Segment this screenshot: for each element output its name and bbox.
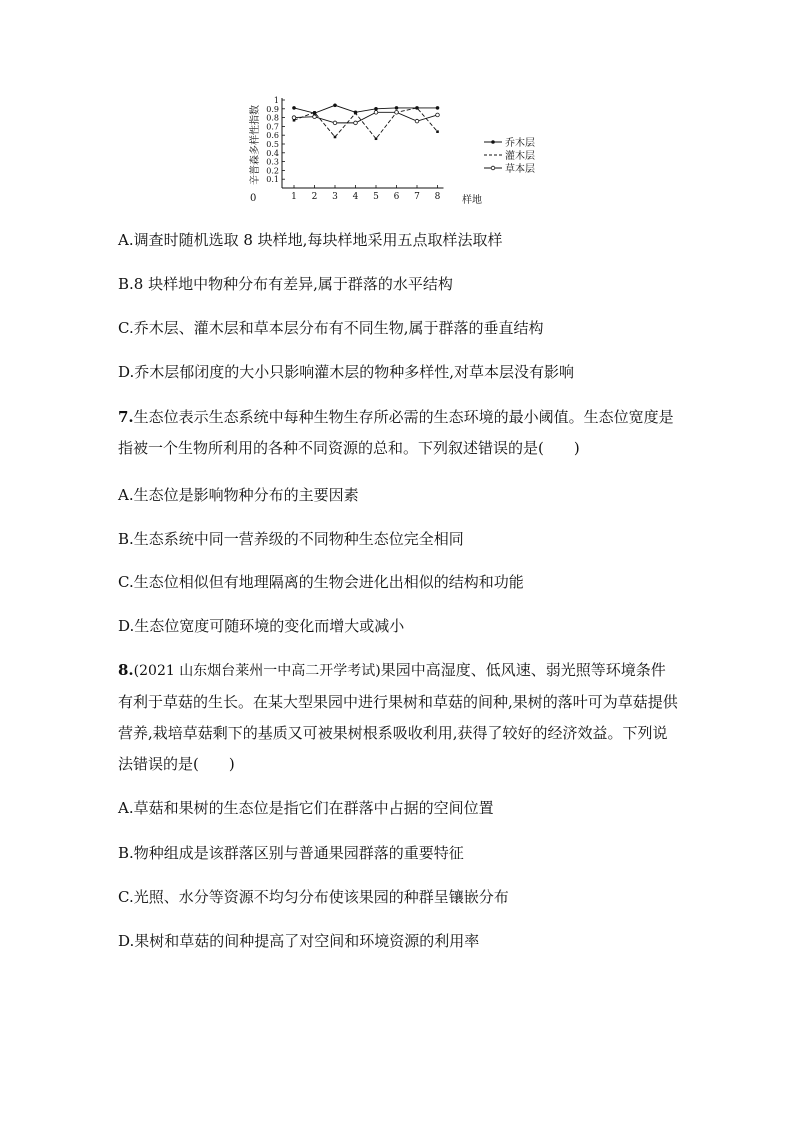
data-point: [374, 107, 378, 111]
q8-number: 8.: [118, 661, 134, 679]
data-point: [395, 111, 399, 115]
q8-option-a: A.草菇和果树的生态位是指它们在群落中占据的空间位置: [118, 799, 494, 817]
q6-option-c: C.乔木层、灌木层和草本层分布有不同生物,属于群落的垂直结构: [118, 319, 544, 337]
y-tick-label: 0.7: [266, 122, 279, 132]
x-tick-label: 5: [373, 192, 379, 202]
diversity-line-chart: [240, 90, 560, 210]
q6-option-d: D.乔木层郁闭度的大小只影响灌木层的物种多样性,对草本层没有影响: [118, 363, 575, 381]
q6-option-b: B.8 块样地中物种分布有差异,属于群落的水平结构: [118, 275, 453, 293]
x-tick-label: 3: [332, 192, 338, 202]
data-point: [292, 106, 296, 110]
y-tick-label: 0.2: [266, 166, 279, 176]
data-point: [333, 103, 337, 107]
x-tick-label: 7: [414, 192, 420, 202]
q8-question: [118, 655, 678, 780]
data-point: [354, 121, 358, 125]
y-tick-label: 0.6: [266, 131, 279, 141]
y-tick-label: 0.8: [266, 113, 279, 123]
q7-stem: 生态位表示生态系统中每种生物生存所必需的生态环境的最小阈值。生态位宽度是指被一个生物所利用的各种不同资源的总和。下列叙述错误的是( ): [118, 408, 674, 457]
data-point: [354, 112, 357, 115]
data-point: [374, 111, 378, 115]
data-point: [333, 121, 337, 125]
y-tick-label: 1: [273, 96, 279, 105]
q8-option-c: C.光照、水分等资源不均匀分布使该果园的种群呈镶嵌分布: [118, 888, 509, 906]
y-tick-label: 0.4: [266, 148, 279, 158]
data-point: [334, 136, 337, 139]
q7-option-c: C.生态位相似但有地理隔离的生物会进化出相似的结构和功能: [118, 573, 524, 591]
q7-option-d: D.生态位宽度可随环境的变化而增大或减小: [118, 617, 405, 635]
q8-option-d: D.果树和草菇的间种提高了对空间和环境资源的利用率: [118, 932, 480, 950]
data-point: [375, 137, 378, 140]
y-tick-label: 0.1: [266, 175, 279, 185]
y-axis-title: 辛普森多样性指数: [250, 105, 261, 185]
data-point: [292, 116, 296, 120]
y-tick-label: 0.5: [266, 140, 279, 149]
data-point: [436, 130, 439, 133]
q7-number: 7.: [118, 408, 134, 426]
legend-marker: [491, 140, 495, 144]
data-point: [416, 107, 419, 110]
data-point: [395, 106, 399, 110]
q8-option-b: B.物种组成是该群落区别与普通果园群落的重要特征: [118, 844, 464, 862]
x-tick-label: 2: [311, 192, 318, 202]
x-tick-label: 1: [291, 192, 297, 202]
legend-label-3: 草本层: [505, 164, 535, 175]
data-point: [436, 113, 440, 117]
q7-question: [118, 402, 678, 464]
q8-stem: 果园中高湿度、低风速、弱光照等环境条件有利于草菇的生长。在某大型果园中进行果树和草菇的间种,果树的落叶可为草菇提供营养,栽培草菇剩下的基质又可被果树根系吸收利用,获得了较好的经济效益。下列说法错误的是( ): [118, 661, 678, 773]
origin-label: 0: [250, 193, 257, 204]
q8-source: (2021 山东烟台莱州一中高二开学考试): [133, 663, 381, 679]
q7-option-b: B.生态系统中同一营养级的不同物种生态位完全相同: [118, 530, 464, 548]
y-tick-label: 0.9: [266, 104, 279, 114]
data-point: [313, 111, 316, 114]
legend-label-2: 灌木层: [505, 151, 535, 162]
q7-option-a: A.生态位是影响物种分布的主要因素: [118, 486, 359, 504]
legend-marker: [491, 166, 495, 170]
x-tick-label: 8: [434, 192, 441, 202]
x-tick-label: 6: [393, 192, 400, 202]
data-point: [415, 119, 419, 123]
data-point: [436, 106, 440, 110]
x-axis-title: 样地: [462, 195, 482, 206]
y-tick-label: 0.3: [266, 157, 279, 167]
x-tick-label: 4: [352, 192, 359, 202]
chart-svg: [240, 90, 560, 210]
data-point: [313, 115, 317, 119]
legend-label-1: 乔木层: [505, 138, 535, 149]
q6-option-a: A.调查时随机选取 8 块样地,每块样地采用五点取样法取样: [118, 231, 503, 249]
